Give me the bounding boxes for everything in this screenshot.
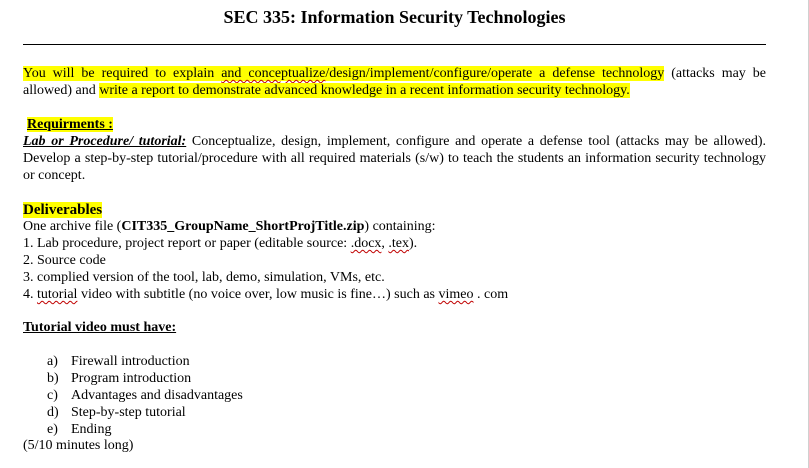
spellcheck-docx: .docx [350, 236, 382, 251]
deliverable-item-2: 2. Source code [23, 253, 106, 268]
spellcheck-conceptualize: and conceptualize [221, 66, 326, 81]
deliverable-item-3: 3. complied version of the tool, lab, demo, simulation, VMs, etc. [23, 270, 385, 285]
video-requirements-list [47, 353, 243, 438]
requirements-paragraph [23, 133, 766, 184]
document-title: SEC 335: Information Security Technologies [223, 7, 566, 27]
deliverable-item-4: 4. tutorial video with subtitle (no voice over, low music is fine…) such as vimeo . com [23, 287, 509, 302]
requirements-heading: Requirments : [27, 117, 113, 132]
list-item: d) Step-by-step tutorial [47, 405, 186, 420]
spellcheck-vimeo: vimeo [438, 287, 474, 302]
intro-paragraph [23, 65, 766, 99]
deliverables-heading: Deliverables [23, 202, 103, 218]
archive-filename: CIT335_GroupName_ShortProjTitle.zip [121, 219, 365, 234]
video-duration-note: (5/10 minutes long) [23, 438, 134, 453]
requirements-text: Conceptualize, design, implement, configure and operate a defense tool (attacks may be allowed). Develop a step-by-step tutorial/procedure with all required materials (s/w) to teach the students an information security technology or concept. [23, 134, 766, 183]
requirements-lead: Lab or Procedure/ tutorial: [23, 134, 187, 149]
video-requirements-heading: Tutorial video must have: [23, 320, 177, 335]
spellcheck-tex: .tex [388, 236, 410, 251]
deliverable-item-1: 1. Lab procedure, project report or paper (editable source: .docx, .tex). [23, 236, 418, 251]
title-rule [23, 44, 766, 45]
list-item: a) Firewall introduction [47, 354, 190, 369]
intro-highlight-1: You will be required to explain and conceptualize/design/implement/configure/operate a defense technology [23, 66, 665, 81]
deliverables-list [23, 218, 766, 303]
list-item: e) Ending [47, 422, 112, 437]
deliverable-archive-line: One archive file (CIT335_GroupName_ShortProjTitle.zip) containing: [23, 219, 436, 234]
list-item: b) Program introduction [47, 371, 192, 386]
spellcheck-tutorial: tutorial [37, 287, 78, 302]
list-item: c) Advantages and disadvantages [47, 388, 243, 403]
intro-highlight-2: write a report to demonstrate advanced knowledge in a recent information security technology. [99, 83, 630, 98]
intro-plain-text: (attacks may be allowed) and [23, 66, 766, 98]
